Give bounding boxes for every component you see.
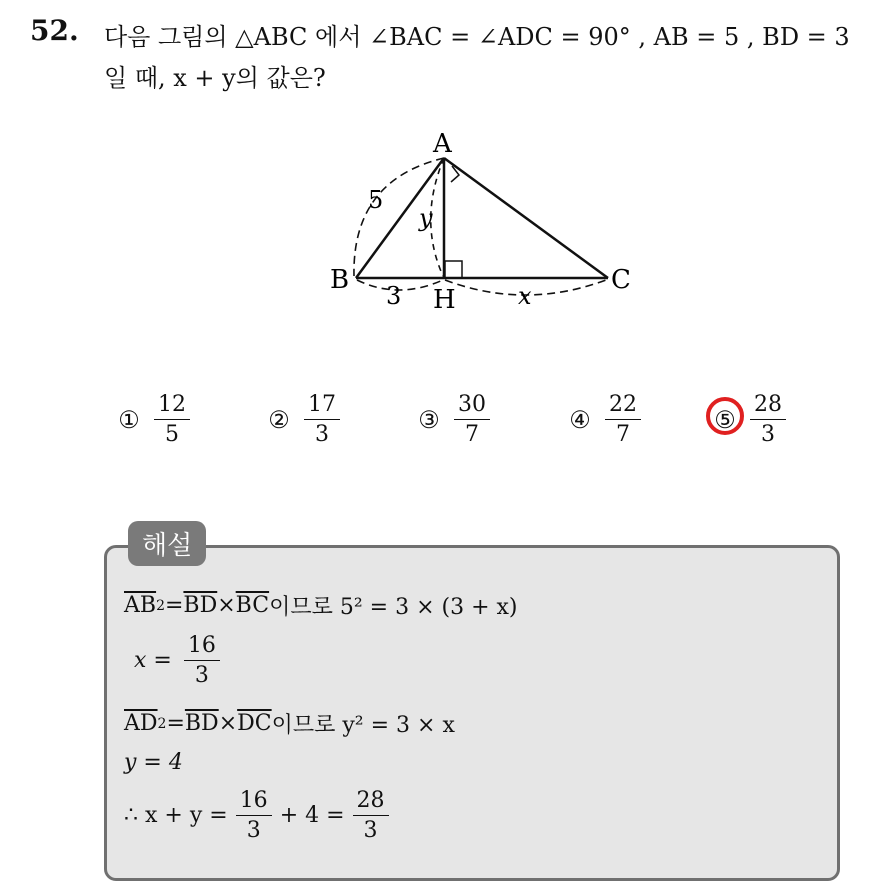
- choice-1[interactable]: [112, 392, 190, 447]
- line-2-denominator: 3: [194, 663, 209, 688]
- choice-2-fraction: [304, 392, 340, 447]
- choice-2-denominator: 3: [315, 422, 329, 447]
- choice-4-numerator: 22: [605, 392, 641, 420]
- segment-bd: $\overline{BD}$: [183, 593, 218, 618]
- choice-3[interactable]: [412, 392, 490, 447]
- choice-3-fraction: [454, 392, 490, 447]
- choice-3-numerator: 30: [454, 392, 490, 420]
- line-4-text: y = 4: [124, 750, 183, 775]
- line-5-mid: + 4 =: [279, 803, 345, 828]
- line-2-lhs: x =: [134, 648, 172, 673]
- choice-2-numerator: 17: [304, 392, 340, 420]
- choice-5-denominator: 3: [761, 422, 775, 447]
- segment-ab: $\overline{AB}$: [124, 593, 157, 618]
- line-5-fraction-2: [353, 788, 389, 843]
- choice-4-mark: ④: [569, 405, 591, 434]
- solution-tag: 해설: [128, 521, 206, 566]
- solution-line-1: [124, 590, 518, 621]
- choice-4-denominator: 7: [616, 422, 630, 447]
- label-five: 5: [368, 186, 384, 214]
- label-C: C: [611, 265, 631, 295]
- equals: =: [164, 593, 184, 618]
- times: ×: [218, 711, 238, 736]
- solution-line-4: [124, 750, 183, 775]
- line-5-fraction-1: [236, 788, 272, 843]
- choice-5-numerator: 28: [750, 392, 786, 420]
- segment-dc: $\overline{DC}$: [237, 711, 272, 736]
- segment-ad: $\overline{AD}$: [124, 711, 158, 736]
- label-H: H: [433, 285, 456, 315]
- solution-line-2: [134, 633, 220, 688]
- label-three: 3: [386, 282, 402, 310]
- line-5-numerator-1: 16: [236, 788, 272, 816]
- choice-5[interactable]: [708, 392, 786, 447]
- line-5-denominator-1: 3: [246, 818, 261, 843]
- line-1-rest: 이므로 5² = 3 × (3 + x): [269, 595, 518, 620]
- solution-line-3: [124, 708, 455, 739]
- problem-line-2: 일 때, x + y의 값은?: [104, 64, 326, 92]
- choice-1-numerator: 12: [154, 392, 190, 420]
- line-2-numerator: 16: [184, 633, 220, 661]
- line-2-fraction: [184, 633, 220, 688]
- problem-line-1: 다음 그림의 △ABC 에서 ∠BAC = ∠ADC = 90° , AB = 5 , BD = 3: [104, 23, 850, 51]
- line-5-numerator-2: 28: [353, 788, 389, 816]
- problem-number: 52.: [30, 14, 79, 47]
- segment-bd: $\overline{BD}$: [184, 711, 219, 736]
- equals: =: [166, 711, 185, 736]
- choice-5-fraction: [750, 392, 786, 447]
- choice-1-mark: ①: [118, 405, 140, 434]
- choice-5-mark: ⑤: [714, 405, 736, 434]
- choice-2-mark: ②: [268, 405, 290, 434]
- choice-3-denominator: 7: [465, 422, 479, 447]
- triangle-figure: [320, 125, 640, 315]
- choice-4-fraction: [605, 392, 641, 447]
- segment-bc: $\overline{BC}$: [235, 593, 270, 618]
- choice-3-mark: ③: [418, 405, 440, 434]
- line-5-denominator-2: 3: [363, 818, 378, 843]
- line-5-lhs: ∴ x + y =: [124, 803, 228, 828]
- label-B: B: [330, 265, 350, 295]
- exponent: 2: [157, 715, 167, 732]
- label-y: y: [419, 204, 433, 232]
- choice-1-fraction: [154, 392, 190, 447]
- label-x: x: [518, 282, 532, 310]
- choice-4[interactable]: [563, 392, 641, 447]
- label-A: A: [433, 129, 452, 159]
- line-3-rest: 이므로 y² = 3 × x: [271, 713, 455, 738]
- exponent: 2: [156, 597, 165, 614]
- choice-1-denominator: 5: [165, 422, 179, 447]
- solution-line-5: [124, 788, 389, 843]
- times: ×: [217, 593, 236, 618]
- choice-2[interactable]: [262, 392, 340, 447]
